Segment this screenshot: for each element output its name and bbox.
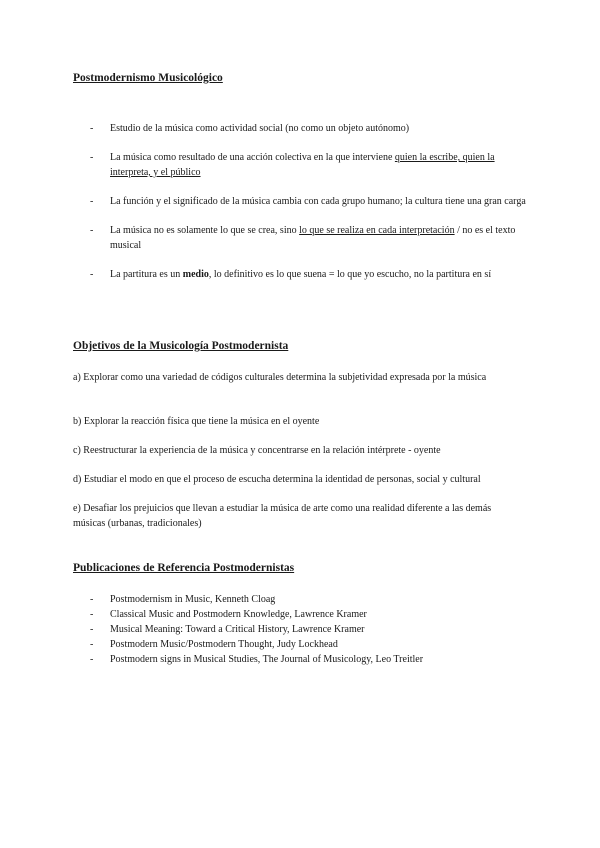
- dash-marker: -: [90, 225, 94, 236]
- publication-text: Postmodern signs in Musical Studies, The Journal of Musicology, Leo Treitler: [110, 654, 424, 665]
- list-item: [90, 150, 530, 180]
- objective-a: a) Explorar como una variedad de códigos culturales determina la subjetividad expresada por la música: [73, 372, 487, 383]
- list-item: [90, 121, 530, 136]
- publication-item: [90, 592, 530, 607]
- dash-marker: -: [90, 123, 94, 134]
- dash-marker: -: [90, 152, 94, 163]
- postmodernismo-list: [90, 121, 530, 296]
- list-item: [90, 267, 530, 282]
- dash-marker: -: [90, 624, 94, 635]
- item-text-pre: La música como resultado de una acción colectiva en la que interviene: [110, 152, 395, 163]
- item-text-pre: La partitura es un: [110, 269, 183, 280]
- publication-text: Postmodernism in Music, Kenneth Cloag: [110, 594, 276, 605]
- item-text-pre: La música no es solamente lo que se crea, sino: [110, 225, 300, 236]
- list-item: [90, 194, 530, 209]
- publication-item: [90, 607, 530, 622]
- objective-e: e) Desafiar los prejuicios que llevan a estudiar la música de arte como una realidad diferente a las demás músicas (urbanas, tradicionales): [73, 503, 492, 529]
- publication-item: [90, 622, 530, 637]
- publication-item: [90, 652, 530, 667]
- dash-marker: -: [90, 196, 94, 207]
- bold-word: medio: [182, 269, 209, 280]
- dash-marker: -: [90, 594, 94, 605]
- underlined-phrase: lo que se realiza en cada interpretación: [299, 225, 455, 236]
- publications-list: [90, 592, 530, 667]
- dash-marker: -: [90, 654, 94, 665]
- underlined-phrase: quien la escribe, quien la interpreta, y el público: [110, 152, 495, 178]
- dash-marker: -: [90, 609, 94, 620]
- section-title-postmodernismo: Postmodernismo Musicológico: [73, 72, 223, 84]
- publication-text: Postmodern Music/Postmodern Thought, Judy Lockhead: [110, 639, 338, 650]
- item-text-post: / no es el texto musical: [110, 225, 516, 251]
- section-title-objetivos: Objetivos de la Musicología Postmodernista: [73, 340, 289, 352]
- publication-text: Musical Meaning: Toward a Critical History, Lawrence Kramer: [110, 624, 365, 635]
- dash-marker: -: [90, 269, 94, 280]
- list-item: [90, 223, 530, 253]
- objective-c: c) Reestructurar la experiencia de la música y concentrarse en la relación intérprete - oyente: [73, 445, 441, 456]
- publication-item: [90, 637, 530, 652]
- objective-d: d) Estudiar el modo en que el proceso de escucha determina la identidad de personas, social y cultural: [73, 474, 481, 485]
- item-text: Estudio de la música como actividad social (no como un objeto autónomo): [110, 123, 410, 134]
- publication-text: Classical Music and Postmodern Knowledge, Lawrence Kramer: [110, 609, 367, 620]
- section-title-publicaciones: Publicaciones de Referencia Postmodernistas: [73, 562, 295, 574]
- objective-b: b) Explorar la reacción física que tiene la música en el oyente: [73, 416, 320, 427]
- item-text: La función y el significado de la música cambia con cada grupo humano; la cultura tiene una gran carga: [110, 196, 526, 207]
- dash-marker: -: [90, 639, 94, 650]
- item-text-post: , lo definitivo es lo que suena = lo que yo escucho, no la partitura en sí: [208, 269, 492, 280]
